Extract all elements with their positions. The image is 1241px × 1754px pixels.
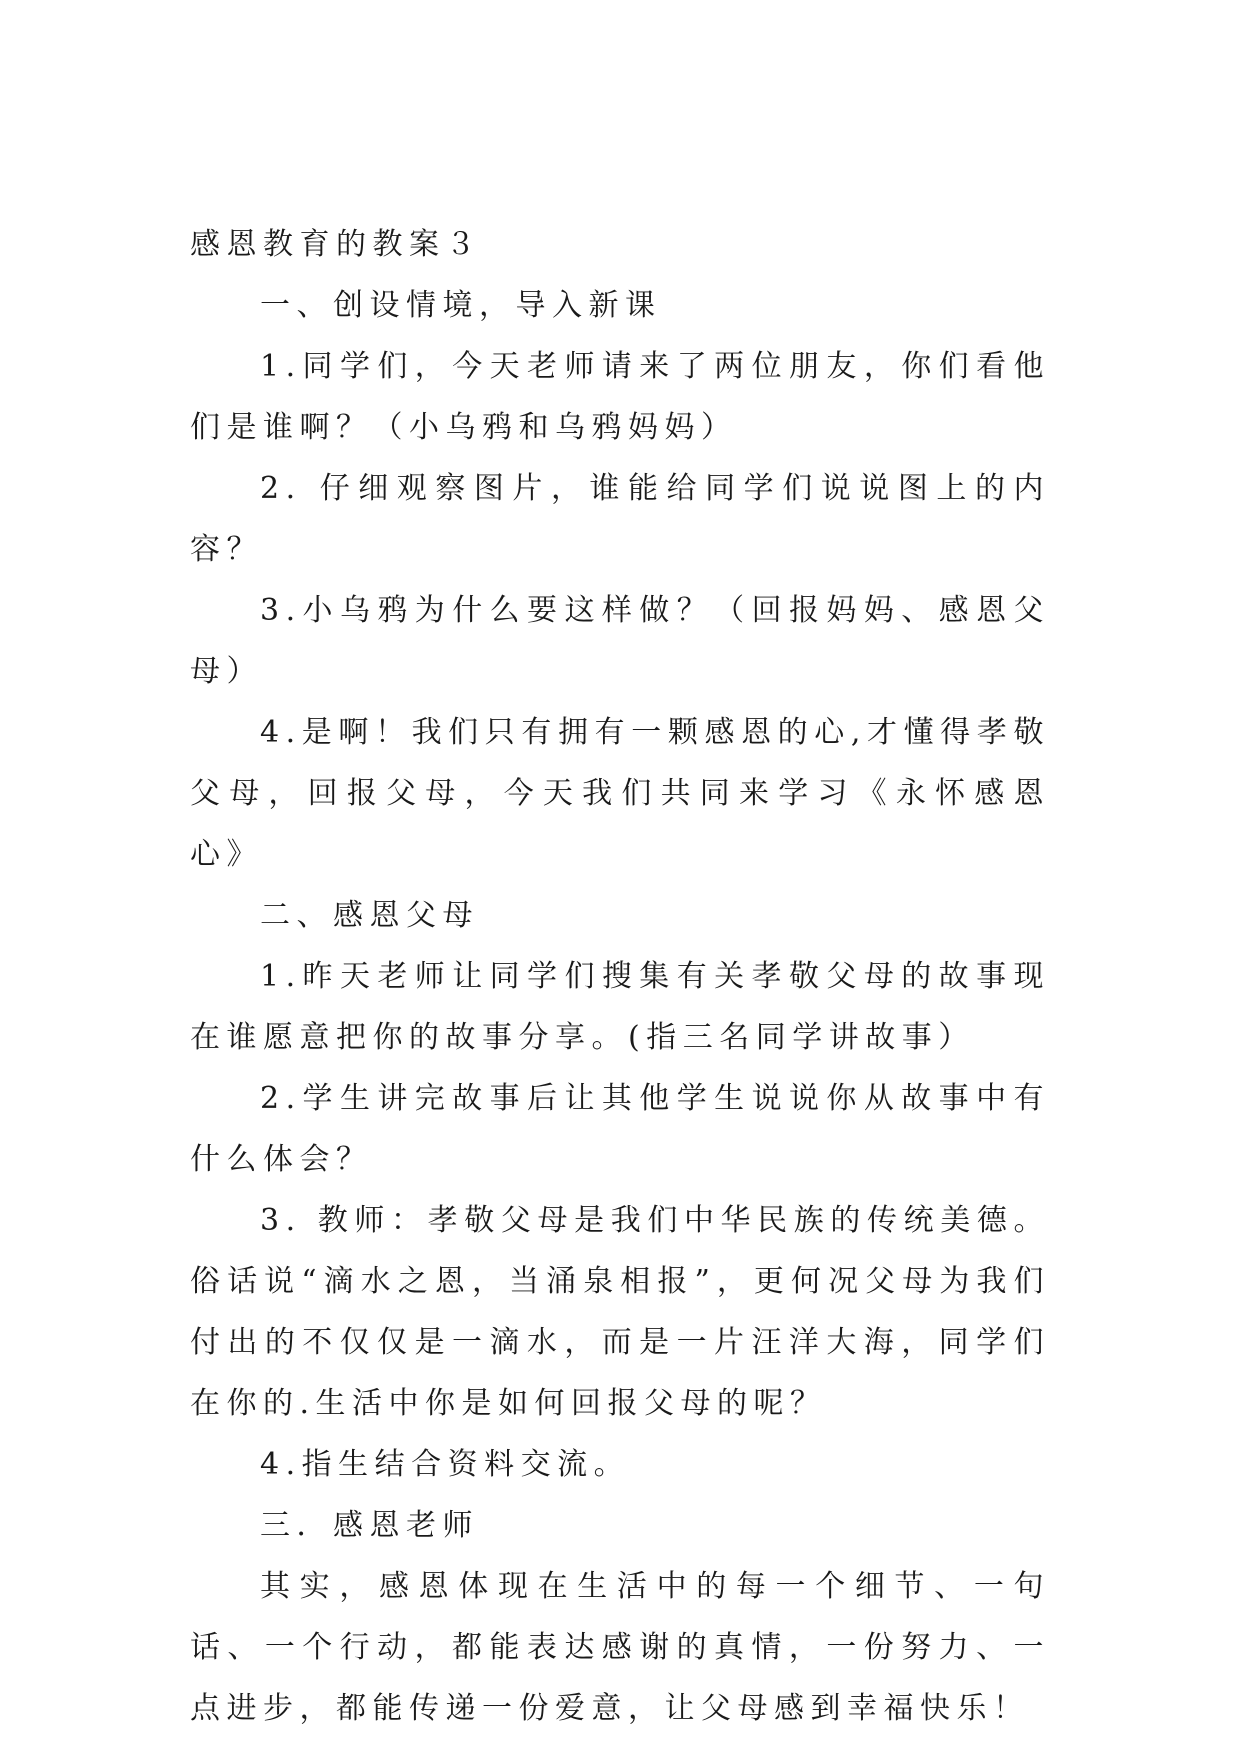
- paragraph: 3.小乌鸦为什么要这样做？（回报妈妈、感恩父母）: [190, 593, 1050, 689]
- section-heading-1: 一、创设情境，导入新课: [260, 288, 662, 323]
- section-heading-3: 三．感恩老师: [260, 1508, 479, 1543]
- paragraph: 其实，感恩体现在生活中的每一个细节、一句话、一个行动，都能表达感谢的真情，一份努力、一点进步，都能传递一份爱意，让父母感到幸福快乐！: [190, 1569, 1050, 1726]
- paragraph: 3. 教师：孝敬父母是我们中华民族的传统美德。俗话说“滴水之恩，当涌泉相报”，更何况父母为我们付出的不仅仅是一滴水，而是一片汪洋大海，同学们在你的.生活中你是如何回报父母的呢？: [190, 1203, 1050, 1421]
- paragraph: 1.昨天老师让同学们搜集有关孝敬父母的故事现在谁愿意把你的故事分享。(指三名同学讲故事）: [190, 959, 1050, 1055]
- paragraph: 1.同学们，今天老师请来了两位朋友，你们看他们是谁啊？（小乌鸦和乌鸦妈妈）: [190, 349, 1050, 445]
- document-title: 感恩教育的教案３: [190, 227, 482, 262]
- section-heading-2: 二、感恩父母: [260, 898, 479, 933]
- document-body: [190, 214, 1050, 1739]
- paragraph: 2.学生讲完故事后让其他学生说说你从故事中有什么体会？: [190, 1081, 1050, 1177]
- paragraph: 4.指生结合资料交流。: [260, 1447, 631, 1482]
- paragraph: 4.是啊！我们只有拥有一颗感恩的心,才懂得孝敬父母，回报父母，今天我们共同来学习《永怀感恩心》: [190, 715, 1050, 872]
- paragraph: 2. 仔细观察图片，谁能给同学们说说图上的内容？: [190, 471, 1050, 567]
